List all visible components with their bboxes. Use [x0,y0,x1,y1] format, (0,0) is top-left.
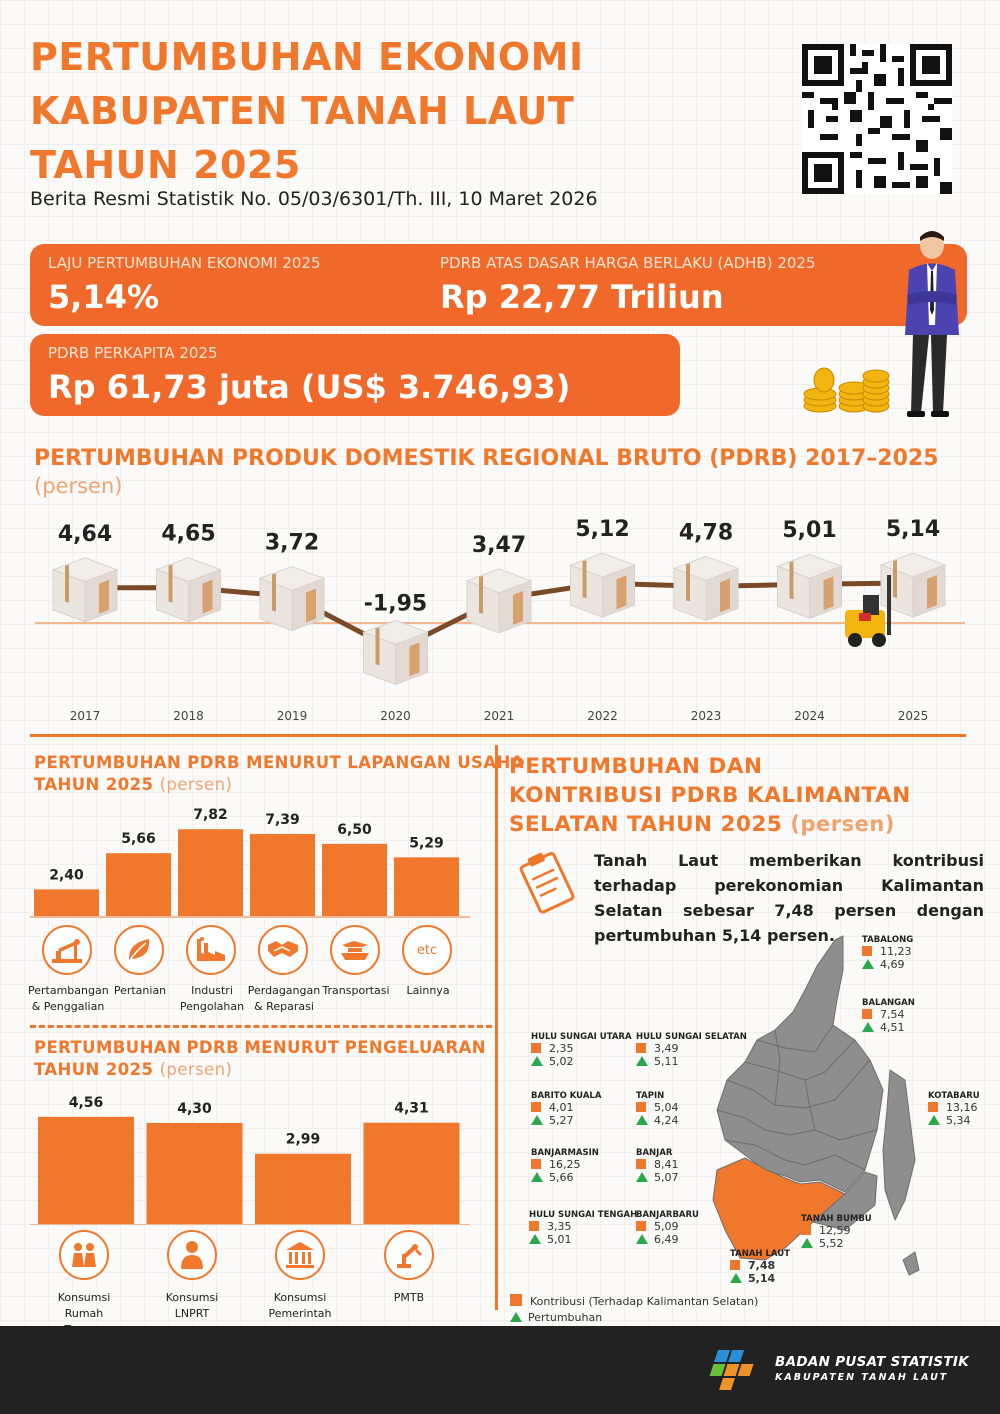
sector-label-transport [316,983,396,999]
box-label [306,588,316,622]
box-marker [674,520,738,620]
region-name: TAPIN [636,1091,665,1101]
growth-marker [801,1238,813,1248]
footer [0,1326,1000,1414]
percapita-box [30,334,680,416]
box-label [824,576,834,610]
box-marker [157,522,221,622]
region-kontribusi: 3,35 [547,1220,572,1233]
region-pertumbuhan: 5,07 [654,1171,679,1184]
forklift-wheel [872,633,886,647]
growth-marker [636,1115,648,1125]
expenditure-label-government [260,1290,340,1322]
region-barito-kuala [531,1091,601,1127]
kontribusi-marker [529,1221,539,1231]
region-pertumbuhan: 5,11 [654,1055,679,1068]
region-hulu-sungai-utara [531,1032,632,1068]
value-label: 5,14 [885,517,941,542]
bar-value-label: 4,30 [177,1100,212,1117]
legend-kontribusi-marker [510,1294,522,1306]
year-label: 2025 [897,709,929,723]
kontribusi-marker [531,1159,541,1169]
region-name: BARITO KUALA [531,1091,602,1101]
region-kontribusi: 11,23 [880,945,912,958]
percapita-value: Rp 61,73 juta (US$ 3.746,93) [48,368,571,406]
forklift-seat [859,613,871,621]
expenditure-label-pmtb [369,1290,449,1306]
box-label [99,580,109,614]
region-kontribusi: 7,48 [748,1259,776,1272]
region-tabalong [862,935,913,971]
bar [147,1123,243,1224]
expenditure-title-word: PDRB [186,1038,240,1057]
forklift-mast [887,575,891,635]
growth-marker [531,1115,543,1125]
etc-icon-text: etc [416,942,438,958]
box-marker [467,533,531,633]
growth-marker [928,1115,940,1125]
region-pertumbuhan: 5,27 [549,1114,574,1127]
kontribusi-marker [862,1009,872,1019]
title-line-1: PERTUMBUHAN EKONOMI [30,35,584,79]
box-tape [65,565,69,603]
expenditure-label-line: Rumah [64,1307,104,1320]
region-name: TABALONG [862,935,914,945]
expenditure-title-word: PERTUMBUHAN [34,1038,182,1057]
value-label: 4,78 [678,520,734,546]
expenditure-icons-row [30,1230,470,1325]
bar-value-label: 4,31 [394,1100,429,1117]
region-pertumbuhan: 4,69 [880,958,905,971]
kontribusi-marker [801,1225,811,1235]
adhb-value: Rp 22,77 Triliun [440,278,724,316]
handshake-icon [258,925,308,975]
growth-marker [531,1172,543,1182]
clipboard-icon [510,850,585,920]
expenditure-label-line: LNPRT [174,1307,210,1320]
region-banjar [636,1148,679,1184]
region-pertumbuhan: 5,02 [549,1055,574,1068]
growth-marker [636,1172,648,1182]
box-label [513,591,523,625]
growth-marker [531,1056,543,1066]
mining-icon [42,925,92,975]
growth-adhb-box [30,244,967,326]
box-tape [376,627,380,665]
kalsel-description: Tanah Laut memberikan kontribusi terhadap perekonomian Kalimantan Selatan sebesar 7,48 persen dengan pertumbuhan 5,14 persen. [594,851,984,945]
bar-value-label: 5,29 [409,835,444,852]
year-label: 2024 [794,709,825,723]
sector-label-line: & Penggalian [31,1000,105,1013]
kontribusi-marker [928,1102,938,1112]
box-label [617,575,627,609]
expenditure-bar-chart [30,1080,470,1225]
value-label: 4,65 [161,521,216,547]
growth-chart-title: PERTUMBUHAN PRODUK DOMESTIK REGIONAL BRUTO (PDRB) 2017–2025 [34,446,939,471]
box-tape [272,573,276,611]
value-label: 5,12 [575,517,630,543]
region-kontribusi: 16,25 [549,1158,581,1171]
year-label: 2019 [276,709,308,723]
region-tapin [636,1091,679,1127]
growth-marker [636,1234,648,1244]
region-pertumbuhan: 5,66 [549,1171,574,1184]
etc-icon [402,925,452,975]
growth-rate-label: LAJU PERTUMBUHAN EKONOMI 2025 [48,254,321,272]
region-kontribusi: 4,01 [549,1101,574,1114]
family-icon [59,1230,109,1280]
sector-label-line: Perdagangan [247,984,321,997]
sector-label-industry [172,983,252,1015]
expenditure-chart-year: TAHUN 2025 [34,1060,154,1079]
bar-value-label: 5,66 [121,831,156,848]
year-label: 2017 [69,709,101,723]
title-line-3: TAHUN 2025 [30,143,301,187]
kalsel-title-line: KONTRIBUSI PDRB KALIMANTAN [509,783,911,808]
bar-value-label: 7,82 [193,807,228,824]
box-marker [364,591,428,684]
value-label: -1,95 [363,591,428,617]
region-name: BANJARMASIN [531,1148,599,1158]
sector-bar-chart [30,795,470,920]
region-balangan [862,998,915,1034]
box-label [720,578,730,612]
percapita-label: PDRB PERKAPITA 2025 [48,344,218,362]
bar [106,853,171,916]
coin-stack-icon [800,358,892,416]
bps-regency: KABUPATEN TANAH LAUT [775,1372,949,1383]
sector-label-line: Industri [191,984,233,997]
page-title [30,30,630,192]
sector-label-line: Lainnya [406,984,450,997]
bar [34,889,99,916]
sector-chart-unit: (persen) [159,775,233,794]
bar [255,1154,351,1224]
bar [38,1117,134,1224]
growth-marker [529,1234,541,1244]
growth-marker [862,1022,874,1032]
sector-label-others [388,983,468,999]
expenditure-chart-title [34,1038,486,1057]
kontribusi-marker [531,1043,541,1053]
region-kontribusi: 8,41 [654,1158,679,1171]
growth-marker [862,959,874,969]
expenditure-title-word: MENURUT [244,1038,340,1057]
forklift-wheel [848,633,862,647]
growth-rate-value: 5,14% [48,278,160,316]
region-hulu-sungai-tengah [529,1210,637,1246]
sector-label-mining [28,983,108,1015]
growth-chart-unit: (persen) [34,474,123,498]
kontribusi-marker [636,1043,646,1053]
sector-label-line: Pertambangan [28,984,109,997]
region-pertumbuhan: 4,51 [880,1021,905,1034]
box-tape [790,561,794,599]
sector-label-trade [244,983,324,1015]
region-pertumbuhan: 5,34 [946,1114,971,1127]
vertical-divider [495,745,498,1310]
box-tape [893,560,897,598]
kalsel-title-line: PERTUMBUHAN DAN [509,754,763,779]
box-label [927,575,937,609]
forklift-cab [863,595,879,615]
box-marker [53,522,117,622]
sector-label-line: Pertanian [113,984,167,997]
sector-label-line: & Reparasi [254,1000,314,1013]
region-name: HULU SUNGAI SELATAN [636,1032,747,1042]
ship-icon [330,925,380,975]
expenditure-label-lnprt [152,1290,232,1322]
kalsel-title-unit: (persen) [790,812,895,836]
sector-chart-year: TAHUN 2025 [34,775,154,794]
region-name: TANAH BUMBU [801,1214,872,1224]
leaf-icon [114,925,164,975]
bps-name: BADAN PUSAT STATISTIK [775,1354,970,1370]
region-name: HULU SUNGAI TENGAH [529,1210,638,1220]
box-tape [686,563,690,601]
bar [364,1123,460,1224]
region-tanah-laut [730,1249,790,1285]
region-name: BANJAR [636,1148,673,1158]
region-pertumbuhan: 5,52 [819,1237,844,1250]
value-label: 5,01 [782,518,837,544]
box-label [410,642,420,676]
sector-label-line: Pengolahan [179,1000,245,1013]
businessman-icon [895,225,965,420]
region-kontribusi: 13,16 [946,1101,978,1114]
expenditure-chart-unit: (persen) [159,1060,233,1079]
legend-pertumbuhan-label: Pertumbuhan [528,1311,603,1324]
region-banjarmasin [531,1148,599,1184]
pdrb-growth-line-chart [30,500,980,735]
region-kontribusi: 5,09 [654,1220,679,1233]
sector-chart-title-line2 [34,775,232,794]
region-pertumbuhan: 4,24 [654,1114,679,1127]
sector-icons-row [28,925,474,1020]
region-banjarbaru [636,1210,699,1246]
expenditure-label-line: Pemerintah [268,1307,332,1320]
expenditure-label-line: Konsumsi [273,1291,327,1304]
robot-arm-icon [384,1230,434,1280]
region-tanah-bumbu [801,1214,872,1250]
region-kontribusi: 3,49 [654,1042,679,1055]
box-marker [571,517,635,617]
section-divider [30,734,966,737]
kalsel-title-line: SELATAN TAHUN 2025 [509,812,783,837]
dashed-divider [30,1025,492,1028]
bar [322,844,387,916]
year-label: 2021 [483,709,515,723]
kontribusi-marker [636,1102,646,1112]
kontribusi-marker [636,1159,646,1169]
box-label [203,580,213,614]
bar [250,834,315,916]
expenditure-chart-title-line2 [34,1060,232,1079]
legend-growth-marker [510,1312,522,1322]
region-kontribusi: 7,54 [880,1008,905,1021]
bar-value-label: 7,39 [265,811,300,828]
box-marker [260,530,324,630]
sector-label-line: Transportasi [322,984,390,997]
government-building-icon [275,1230,325,1280]
region-pertumbuhan: 6,49 [654,1233,679,1246]
box-marker [778,518,842,618]
box-tape [583,560,587,598]
adhb-label: PDRB ATAS DASAR HARGA BERLAKU (ADHB) 2025 [440,254,816,272]
title-line-2: KABUPATEN TANAH LAUT [30,89,575,133]
expenditure-title-word: PENGELUARAN [344,1038,486,1057]
region-name: KOTABARU [928,1091,980,1101]
bar-value-label: 6,50 [337,821,372,838]
kalsel-section-title [509,752,911,839]
bps-logo [706,1344,768,1396]
kontribusi-marker [636,1221,646,1231]
person-icon [167,1230,217,1280]
bar-value-label: 2,99 [285,1131,321,1148]
region-kontribusi: 2,35 [549,1042,574,1055]
expenditure-label-line: PMTB [393,1291,425,1304]
expenditure-label-line: Konsumsi [57,1291,111,1304]
region-kontribusi: 12,59 [819,1224,851,1237]
value-label: 3,47 [471,532,527,558]
growth-marker [636,1056,648,1066]
year-label: 2018 [173,709,204,723]
expenditure-label-line: Konsumsi [165,1291,219,1304]
bar [178,829,243,916]
year-label: 2020 [380,709,411,723]
region-kotabaru [928,1091,980,1127]
kontribusi-marker [531,1102,541,1112]
box-tape [169,565,173,603]
bar-value-label: 2,40 [49,867,84,884]
region-hulu-sungai-selatan [636,1032,747,1068]
growth-marker [730,1273,742,1283]
year-label: 2023 [690,709,722,723]
publication-reference: Berita Resmi Statistik No. 05/03/6301/Th. III, 10 Maret 2026 [30,188,598,210]
kontribusi-marker [862,946,872,956]
box-tape [479,576,483,614]
region-kontribusi: 5,04 [654,1101,679,1114]
factory-icon [186,925,236,975]
year-label: 2022 [587,709,618,723]
value-label: 3,72 [264,530,320,556]
region-name: TANAH LAUT [730,1249,790,1259]
bar [394,857,459,916]
region-pertumbuhan: 5,01 [547,1233,572,1246]
region-name: BALANGAN [862,998,915,1008]
sector-label-agriculture [100,983,180,999]
region-name: HULU SUNGAI UTARA [531,1032,632,1042]
kontribusi-marker [730,1260,740,1270]
region-pertumbuhan: 5,14 [748,1272,776,1285]
legend-kontribusi-label: Kontribusi (Terhadap Kalimantan Selatan) [530,1295,759,1308]
sector-chart-title: PERTUMBUHAN PDRB MENURUT LAPANGAN USAHA [34,753,524,772]
bar-value-label: 4,56 [68,1094,104,1111]
region-name: BANJARBARU [636,1210,699,1220]
value-label: 4,64 [57,521,113,547]
qr-code[interactable] [802,44,952,194]
map-legend [510,1294,758,1326]
